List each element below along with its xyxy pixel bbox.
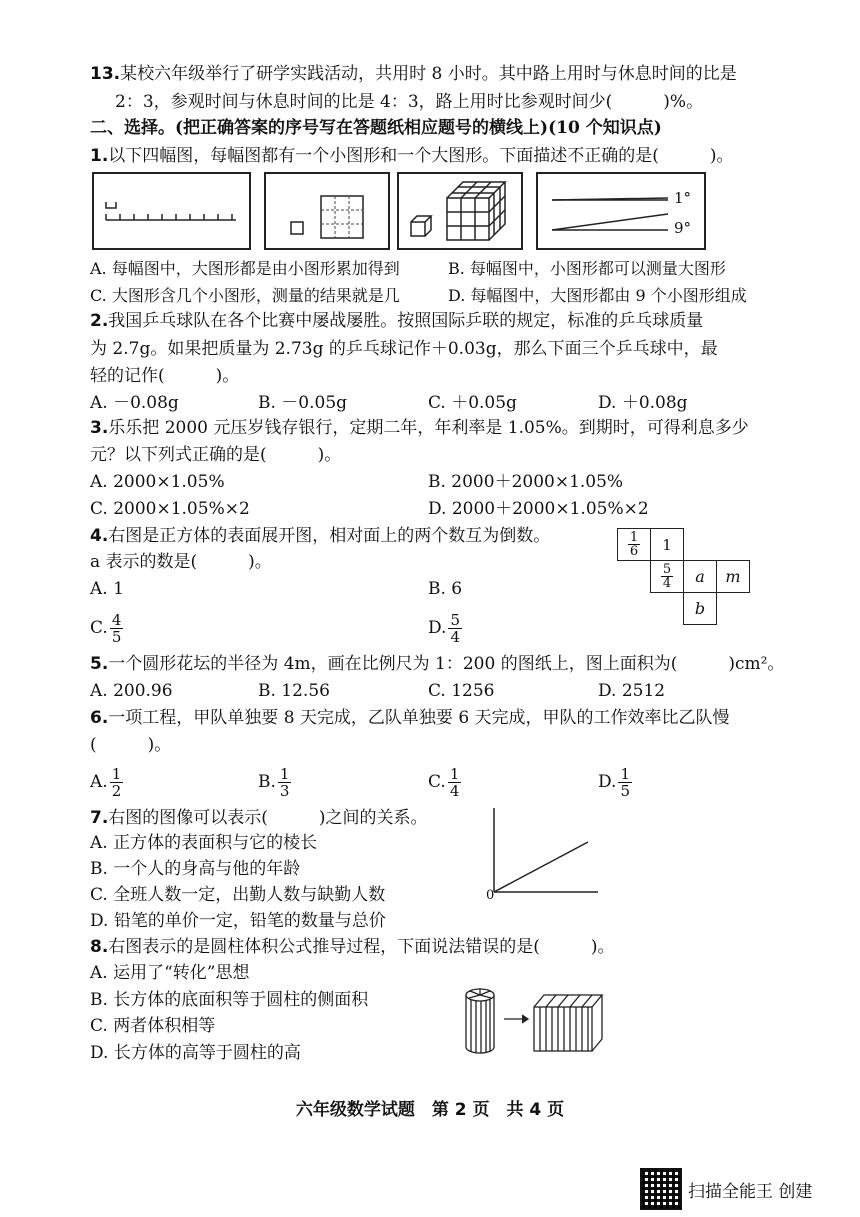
q7-option-d: D. 铅笔的单价一定，铅笔的数量与总价 (90, 911, 386, 931)
q2-option-d: D. ＋0.08g (598, 393, 688, 413)
net-cell (617, 528, 651, 561)
numerator: 4 (111, 611, 122, 629)
q13-line1 (90, 62, 737, 86)
fraction (278, 766, 292, 799)
q4-option-d (428, 608, 464, 648)
q4-line1 (90, 524, 550, 548)
question-number: 3. (90, 418, 109, 438)
net-cell: b (683, 592, 717, 625)
q6-option-c (428, 762, 463, 802)
numerator: 1 (111, 765, 122, 783)
numerator: 1 (620, 765, 630, 783)
option-label: C. (428, 772, 446, 792)
q5-line (90, 652, 784, 676)
q8-option-d: D. 长方体的高等于圆柱的高 (90, 1043, 301, 1063)
ruler-drawing (94, 174, 249, 248)
q4-text: 右图是正方体的表面展开图，相对面上的两个数互为倒数。 (108, 526, 551, 546)
q2-text: 我国乒乓球队在各个比赛中屡战屡胜。按照国际乒联的规定，标准的乒乓球质量 (108, 311, 704, 331)
q4-line2: a 表示的数是( )。 (90, 552, 272, 572)
q1-option-a: A. 每幅图中，大图形都是由小图形累加得到 (90, 259, 400, 278)
q2-option-a: A. －0.08g (90, 393, 179, 413)
q3-text: 乐乐把 2000 元压岁钱存银行，定期二年，年利率是 1.05%。到期时，可得利息多少 (108, 418, 749, 438)
q4-option-b: B. 6 (428, 579, 463, 599)
angle-figure (536, 172, 706, 250)
q7-option-c: C. 全班人数一定，出勤人数与缺勤人数 (90, 885, 386, 905)
cylinder-to-cuboid-figure (462, 985, 612, 1057)
question-number: 13. (90, 64, 121, 84)
angle-label-9: 9° (674, 219, 692, 237)
numerator: 1 (279, 765, 290, 783)
area-figure (264, 172, 390, 250)
denominator: 5 (111, 628, 122, 646)
denominator: 4 (449, 782, 460, 800)
q8-line (90, 935, 615, 959)
option-label: A. (90, 772, 108, 792)
denominator: 4 (450, 628, 460, 646)
net-cell: a (683, 560, 717, 593)
fraction (618, 766, 632, 799)
cube-drawing (399, 174, 521, 248)
denominator: 6 (629, 544, 639, 559)
q8-option-b: B. 长方体的底面积等于圆柱的侧面积 (90, 990, 369, 1010)
q5-option-a: A. 200.96 (90, 681, 173, 701)
q8-text: 右图表示的是圆柱体积公式推导过程，下面说法错误的是( )。 (108, 937, 615, 957)
question-number: 8. (90, 937, 109, 957)
qr-code-icon (640, 1168, 682, 1210)
q1-text: 以下四幅图，每幅图都有一个小图形和一个大图形。下面描述不正确的是( )。 (108, 146, 734, 166)
q13-line2: 2：3，参观时间与休息时间的比是 4：3，路上用时比参观时间少( )%。 (115, 92, 704, 112)
q3-option-b: B. 2000＋2000×1.05% (428, 472, 624, 492)
graph-origin: 0 (486, 888, 495, 903)
numerator: 5 (450, 611, 460, 629)
watermark-text: 扫描全能王 创建 (688, 1181, 813, 1202)
q3-line2: 元？以下列式正确的是( )。 (90, 445, 342, 465)
q3-option-c: C. 2000×1.05%×2 (90, 499, 250, 519)
q1-line (90, 144, 734, 168)
volume-figure (397, 172, 523, 250)
section-heading: 二、选择。(把正确答案的序号写在答题纸相应题号的横线上)(10 个知识点) (90, 118, 662, 138)
question-number: 2. (90, 311, 109, 331)
q5-option-c: C. 1256 (428, 681, 495, 701)
q1-option-b: B. 每幅图中，小图形都可以测量大图形 (448, 259, 726, 278)
denominator: 2 (111, 782, 122, 800)
fraction (110, 612, 124, 645)
q6-option-d (598, 762, 634, 802)
q1-option-d: D. 每幅图中，大图形都由 9 个小图形组成 (448, 286, 747, 305)
q2-line1 (90, 309, 703, 333)
question-number: 5. (90, 654, 109, 674)
question-number: 6. (90, 708, 109, 728)
numerator: 1 (449, 765, 460, 783)
question-number: 1. (90, 146, 109, 166)
q2-option-b: B. －0.05g (258, 393, 348, 413)
denominator: 4 (662, 576, 672, 591)
q5-option-b: B. 12.56 (258, 681, 330, 701)
option-label: D. (598, 772, 617, 792)
question-number: 4. (90, 526, 109, 546)
net-cell (650, 560, 684, 593)
q5-option-d: D. 2512 (598, 681, 666, 701)
angle-label-1: 1° (674, 189, 692, 207)
q1-option-c: C. 大图形含几个小图形，测量的结果就是几 (90, 286, 400, 305)
q3-line1 (90, 416, 749, 440)
scanner-watermark (640, 1168, 812, 1210)
q2-line2: 为 2.7g。如果把质量为 2.73g 的乒乓球记作＋0.03g，那么下面三个乒乓球中，最 (90, 339, 718, 359)
q4-option-c (90, 608, 125, 648)
q6-option-a (90, 762, 125, 802)
denominator: 3 (279, 782, 290, 800)
q2-line3: 轻的记作( )。 (90, 366, 240, 386)
fraction (448, 766, 462, 799)
q7-option-a: A. 正方体的表面积与它的棱长 (90, 833, 318, 853)
q6-option-b (258, 762, 293, 802)
line-graph (486, 806, 606, 906)
fraction (110, 766, 124, 799)
q8-option-a: A. 运用了“转化”思想 (90, 963, 250, 983)
ruler-figure (92, 172, 251, 250)
q6-text: 一项工程，甲队单独要 8 天完成，乙队单独要 6 天完成，甲队的工作效率比乙队慢 (108, 708, 730, 728)
q2-option-c: C. ＋0.05g (428, 393, 517, 413)
fraction (448, 612, 462, 645)
option-label: C. (90, 618, 108, 638)
option-label: D. (428, 618, 447, 638)
q7-option-b: B. 一个人的身高与他的年龄 (90, 859, 301, 879)
net-cell: m (716, 560, 750, 593)
q3-option-a: A. 2000×1.05% (90, 472, 225, 492)
question-number: 7. (90, 808, 109, 828)
q13-text: 某校六年级举行了研学实践活动，共用时 8 小时。其中路上用时与休息时间的比是 (120, 64, 737, 84)
q6-line1 (90, 706, 730, 730)
area-drawing (266, 174, 388, 248)
q6-line2: ( )。 (90, 735, 172, 755)
q3-option-d: D. 2000＋2000×1.05%×2 (428, 499, 649, 519)
net-cell: 1 (650, 528, 684, 561)
numerator: 1 (629, 530, 639, 545)
numerator: 5 (662, 562, 672, 577)
q4-option-a: A. 1 (90, 579, 124, 599)
page-footer: 六年级数学试题 第 2 页 共 4 页 (295, 1100, 565, 1120)
option-label: B. (258, 772, 276, 792)
q7-line (90, 806, 428, 830)
q7-text: 右图的图像可以表示( )之间的关系。 (108, 808, 428, 828)
denominator: 5 (620, 782, 630, 800)
q5-text: 一个圆形花坛的半径为 4m，画在比例尺为 1：200 的图纸上，图上面积为( )cm²。 (108, 654, 785, 674)
q8-option-c: C. 两者体积相等 (90, 1016, 216, 1036)
